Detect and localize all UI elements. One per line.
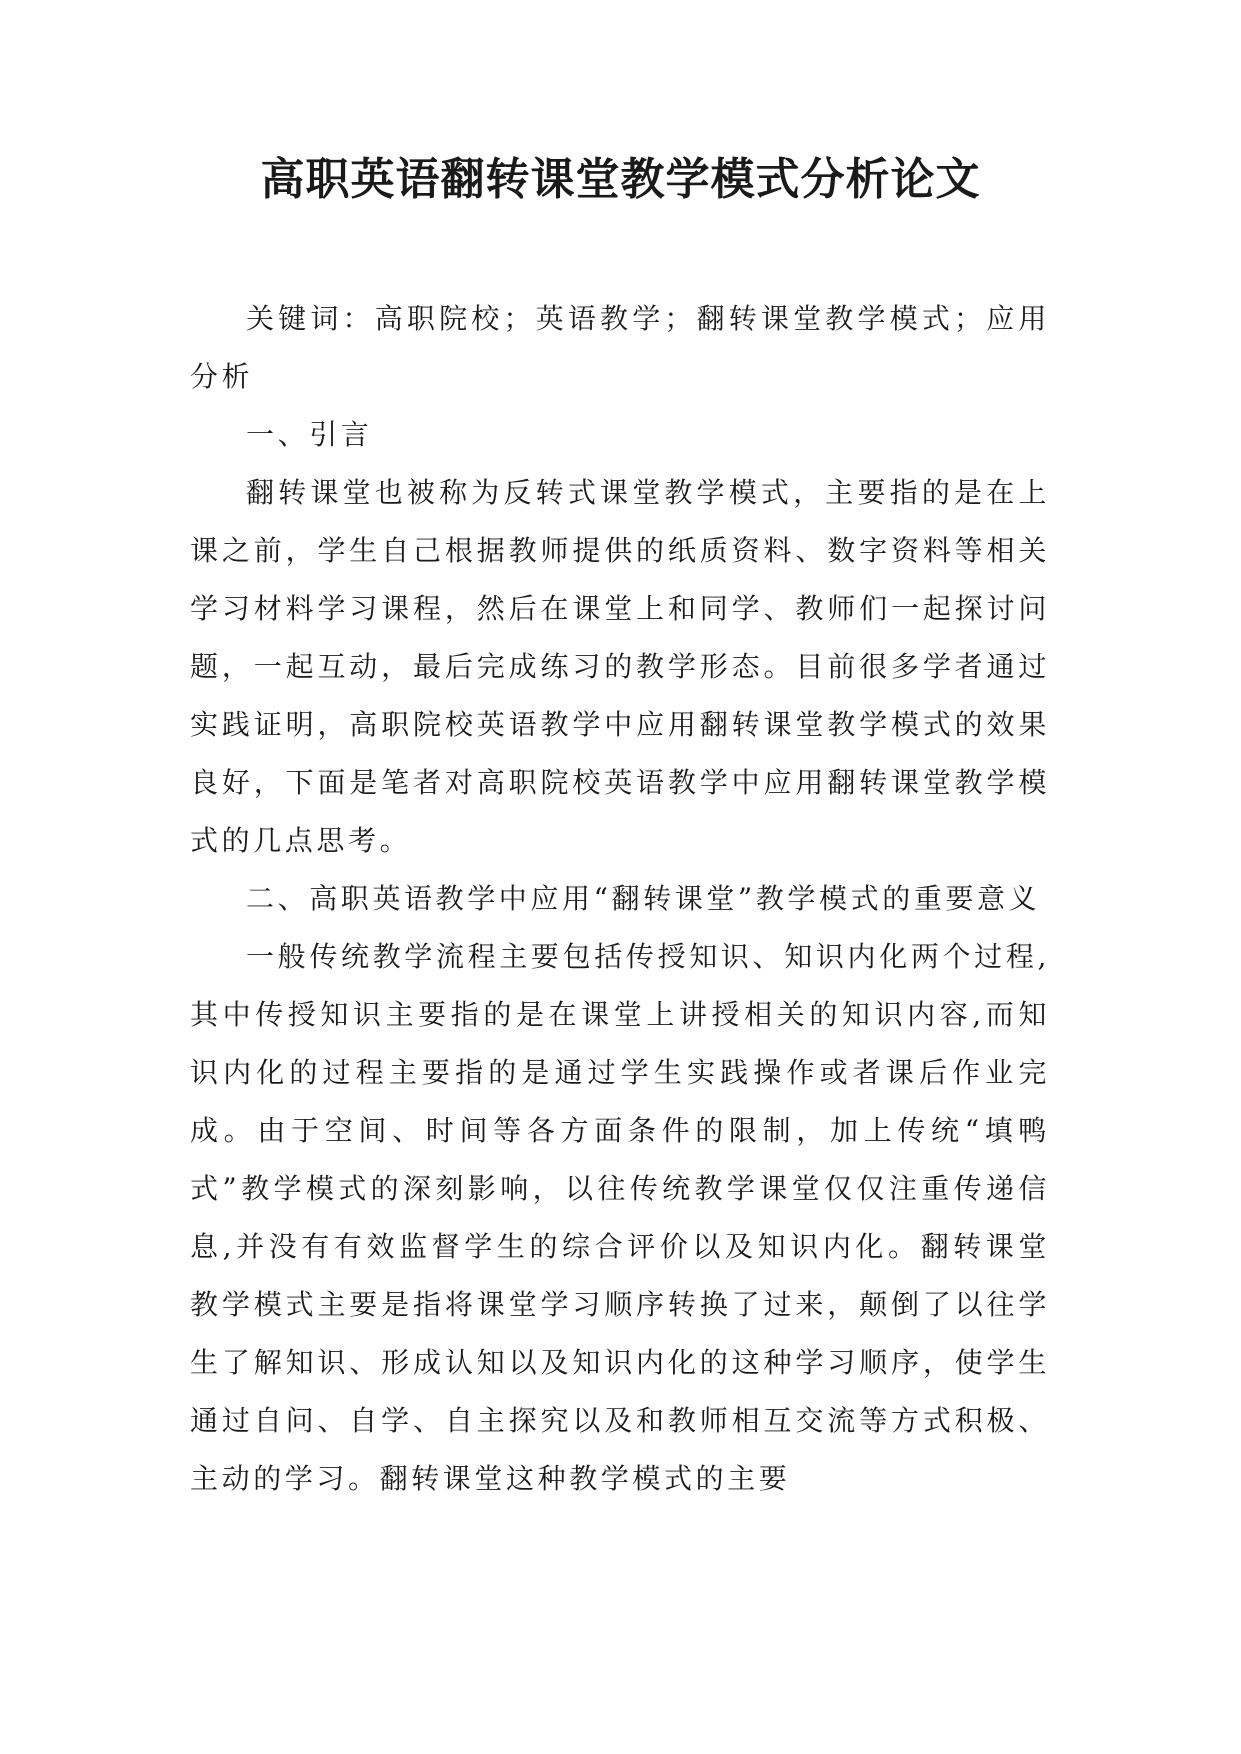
section-heading-significance: 二、高职英语教学中应用“翻转课堂”教学模式的重要意义 bbox=[246, 882, 1041, 915]
body-paragraph: 翻转课堂也被称为反转式课堂教学模式，主要指的是在上课之前，学生自己根据教师提供的纸质资料、数字资料等相关学习材料学习课程，然后在课堂上和同学、教师们一起探讨问题，一起互动，最后完成练习的教学形态。目前很多学者通过实践证明，高职院校英语教学中应用翻转课堂教学模式的效果良好，下面是笔者对高职院校英语教学中应用翻转课堂教学模式的几点思考。 bbox=[190, 476, 1050, 857]
section-heading-introduction: 一、引言 bbox=[246, 418, 373, 451]
document-title: 高职英语翻转课堂教学模式分析论文 bbox=[260, 154, 981, 205]
body-paragraph: 一般传统教学流程主要包括传授知识、知识内化两个过程,其中传授知识主要指的是在课堂上讲授相关的知识内容,而知识内化的过程主要指的是通过学生实践操作或者课后作业完成。由于空间、时间等各方面条件的限制，加上传统“填鸭式”教学模式的深刻影响，以往传统教学课堂仅仅注重传递信息,并没有有效监督学生的综合评价以及知识内化。翻转课堂教学模式主要是指将课堂学习顺序转换了过来，颠倒了以往学生了解知识、形成认知以及知识内化的这种学习顺序，使学生通过自问、自学、自主探究以及和教师相互交流等方式积极、主动的学习。翻转课堂这种教学模式的主要 bbox=[190, 940, 1050, 1495]
document-body bbox=[190, 290, 1050, 1508]
keywords-paragraph: 关键词：高职院校；英语教学；翻转课堂教学模式；应用分析 bbox=[190, 302, 1050, 393]
